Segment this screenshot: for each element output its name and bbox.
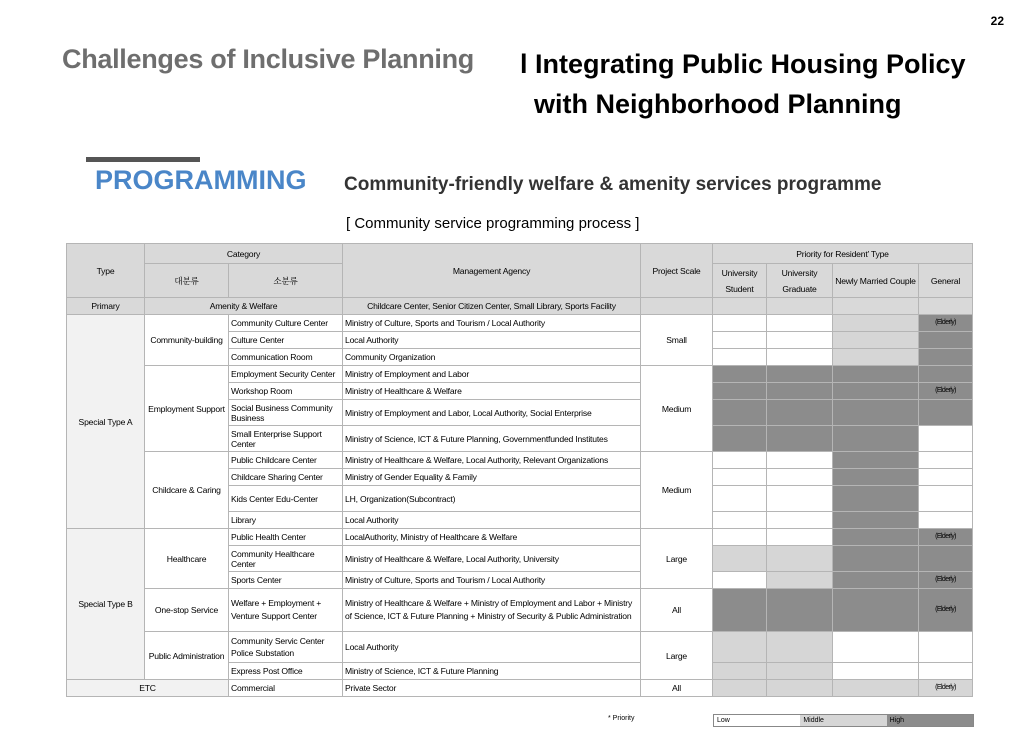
minor-cell: Library xyxy=(229,512,343,529)
legend-low: Low xyxy=(714,715,800,726)
header-univ-student: University Student xyxy=(713,264,767,298)
header-agency: Management Agency xyxy=(343,244,641,298)
table-row xyxy=(67,529,973,546)
agency-cell: Local Authority xyxy=(343,632,641,663)
header-newly-married: Newly Married Couple xyxy=(833,264,919,298)
priority-cell xyxy=(919,546,973,572)
page-number: 22 xyxy=(990,14,1004,28)
table-row xyxy=(67,366,973,383)
priority-cell xyxy=(833,452,919,469)
minor-cell: Commercial xyxy=(229,680,343,697)
priority-cell xyxy=(833,426,919,452)
priority-cell xyxy=(767,366,833,383)
header-priority: Priority for Resident’ Type xyxy=(713,244,973,264)
priority-cell xyxy=(919,452,973,469)
priority-cell xyxy=(713,572,767,589)
priority-cell: (Elderly) xyxy=(919,383,973,400)
priority-legend xyxy=(713,714,974,727)
priority-cell xyxy=(833,349,919,366)
group-employment: Employment Support xyxy=(145,366,229,452)
priority-cell: (Elderly) xyxy=(919,529,973,546)
priority-cell xyxy=(833,469,919,486)
priority-cell xyxy=(767,486,833,512)
scale-large: Large xyxy=(641,632,713,680)
priority-cell xyxy=(767,315,833,332)
priority-cell xyxy=(767,663,833,680)
priority-cell xyxy=(767,469,833,486)
priority-cell xyxy=(713,315,767,332)
minor-cell: Welfare + Employment + Venture Support Center xyxy=(229,589,343,632)
agency-cell: Ministry of Employment and Labor xyxy=(343,366,641,383)
primary-category: Amenity & Welfare xyxy=(145,298,343,315)
primary-agency: Childcare Center, Senior Citizen Center, Small Library, Sports Facility xyxy=(343,298,641,315)
priority-cell xyxy=(713,426,767,452)
priority-cell xyxy=(833,529,919,546)
priority-cell xyxy=(767,680,833,697)
table-row xyxy=(67,452,973,469)
priority-cell xyxy=(767,383,833,400)
priority-cell xyxy=(713,452,767,469)
minor-cell: Community Servic Center Police Substation xyxy=(229,632,343,663)
priority-cell xyxy=(713,366,767,383)
priority-cell xyxy=(713,469,767,486)
legend-note: * Priority xyxy=(608,715,635,722)
priority-cell xyxy=(767,349,833,366)
priority-cell xyxy=(919,349,973,366)
priority-cell xyxy=(767,632,833,663)
priority-cell xyxy=(833,400,919,426)
legend-high: High xyxy=(887,715,973,726)
priority-cell xyxy=(713,400,767,426)
agency-cell: Ministry of Science, ICT & Future Planning xyxy=(343,663,641,680)
minor-cell: Small Enterprise Support Center xyxy=(229,426,343,452)
priority-cell xyxy=(919,366,973,383)
agency-cell: Ministry of Science, ICT & Future Planning, Governmentfunded Institutes xyxy=(343,426,641,452)
primary-priority-cell xyxy=(767,298,833,315)
priority-cell xyxy=(767,529,833,546)
type-special-a: Special Type A xyxy=(67,315,145,529)
scale-large: Large xyxy=(641,529,713,589)
minor-cell: Public Childcare Center xyxy=(229,452,343,469)
agency-cell: Local Authority xyxy=(343,332,641,349)
header-general: General xyxy=(919,264,973,298)
priority-cell xyxy=(919,400,973,426)
priority-cell xyxy=(713,332,767,349)
priority-cell xyxy=(833,383,919,400)
priority-cell xyxy=(833,632,919,663)
minor-cell: Kids Center Edu-Center xyxy=(229,486,343,512)
group-one-stop: One-stop Service xyxy=(145,589,229,632)
priority-cell xyxy=(713,529,767,546)
header-univ-graduate: University Graduate xyxy=(767,264,833,298)
minor-cell: Workshop Room xyxy=(229,383,343,400)
priority-cell: (Elderly) xyxy=(919,680,973,697)
priority-cell xyxy=(767,546,833,572)
minor-cell: Social Business Community Business xyxy=(229,400,343,426)
priority-cell xyxy=(713,589,767,632)
section-subtitle: Community-friendly welfare & amenity services programme xyxy=(344,174,882,195)
priority-cell xyxy=(767,512,833,529)
minor-cell: Sports Center xyxy=(229,572,343,589)
priority-cell xyxy=(919,663,973,680)
table-body xyxy=(67,244,973,697)
table-row xyxy=(67,680,973,697)
priority-cell xyxy=(713,680,767,697)
priority-cell xyxy=(713,663,767,680)
agency-cell: Ministry of Healthcare & Welfare, Local Authority, University xyxy=(343,546,641,572)
group-etc: ETC xyxy=(67,680,229,697)
legend-middle: Middle xyxy=(800,715,886,726)
agency-cell: Ministry of Culture, Sports and Tourism / Local Authority xyxy=(343,572,641,589)
priority-cell xyxy=(833,589,919,632)
priority-cell xyxy=(919,469,973,486)
priority-cell xyxy=(833,512,919,529)
type-special-b: Special Type B xyxy=(67,529,145,680)
table-row xyxy=(67,589,973,632)
priority-cell xyxy=(919,332,973,349)
minor-cell: Community Healthcare Center xyxy=(229,546,343,572)
priority-cell xyxy=(713,546,767,572)
minor-cell: Employment Security Center xyxy=(229,366,343,383)
scale-medium: Medium xyxy=(641,366,713,452)
agency-cell: Private Sector xyxy=(343,680,641,697)
group-childcare: Childcare & Caring xyxy=(145,452,229,529)
primary-scale xyxy=(641,298,713,315)
priority-cell xyxy=(919,486,973,512)
primary-priority-cell xyxy=(713,298,767,315)
section-divider xyxy=(86,157,200,162)
priority-cell xyxy=(919,632,973,663)
priority-cell xyxy=(767,589,833,632)
minor-cell: Express Post Office xyxy=(229,663,343,680)
primary-priority-cell xyxy=(919,298,973,315)
scale-small: Small xyxy=(641,315,713,366)
header-major: 대분류 xyxy=(145,264,229,298)
group-community-building: Community-building xyxy=(145,315,229,366)
priority-cell xyxy=(833,332,919,349)
priority-cell xyxy=(833,315,919,332)
scale-all: All xyxy=(641,589,713,632)
agency-cell: Local Authority xyxy=(343,512,641,529)
priority-cell xyxy=(767,572,833,589)
page-title-left: Challenges of Inclusive Planning xyxy=(62,44,474,74)
agency-cell: LocalAuthority, Ministry of Healthcare & Welfare xyxy=(343,529,641,546)
priority-cell xyxy=(833,680,919,697)
header-type: Type xyxy=(67,244,145,298)
programming-table xyxy=(66,243,973,697)
priority-cell: (Elderly) xyxy=(919,572,973,589)
agency-cell: Ministry of Culture, Sports and Tourism / Local Authority xyxy=(343,315,641,332)
priority-cell: (Elderly) xyxy=(919,589,973,632)
minor-cell: Communication Room xyxy=(229,349,343,366)
agency-cell: Ministry of Healthcare & Welfare + Ministry of Employment and Labor + Ministry of Science, ICT & Future Planning + Ministry of Security & Public Administration xyxy=(343,589,641,632)
scale-all: All xyxy=(641,680,713,697)
priority-cell: (Elderly) xyxy=(919,315,973,332)
primary-type: Primary xyxy=(67,298,145,315)
priority-cell xyxy=(833,663,919,680)
priority-cell xyxy=(833,572,919,589)
group-healthcare: Healthcare xyxy=(145,529,229,589)
agency-cell: Ministry of Employment and Labor, Local Authority, Social Enterprise xyxy=(343,400,641,426)
priority-cell xyxy=(833,486,919,512)
header-minor: 소분류 xyxy=(229,264,343,298)
table-row xyxy=(67,632,973,663)
priority-cell xyxy=(919,512,973,529)
agency-cell: Community Organization xyxy=(343,349,641,366)
scale-medium: Medium xyxy=(641,452,713,529)
priority-cell xyxy=(767,332,833,349)
table-caption: [ Community service programming process ] xyxy=(346,215,640,232)
priority-cell xyxy=(767,400,833,426)
priority-cell xyxy=(713,486,767,512)
header-scale: Project Scale xyxy=(641,244,713,298)
priority-cell xyxy=(767,452,833,469)
priority-cell xyxy=(713,383,767,400)
agency-cell: Ministry of Healthcare & Welfare xyxy=(343,383,641,400)
page-title-right xyxy=(520,44,966,124)
minor-cell: Public Health Center xyxy=(229,529,343,546)
agency-cell: LH, Organization(Subcontract) xyxy=(343,486,641,512)
priority-cell xyxy=(713,512,767,529)
section-label: PROGRAMMING xyxy=(95,165,307,195)
header-category: Category xyxy=(145,244,343,264)
priority-cell xyxy=(833,546,919,572)
table-row xyxy=(67,315,973,332)
priority-cell xyxy=(713,349,767,366)
group-public-admin: Public Administration xyxy=(145,632,229,680)
primary-priority-cell xyxy=(833,298,919,315)
title-line-1: l Integrating Public Housing Policy xyxy=(520,49,966,79)
title-line-2: with Neighborhood Planning xyxy=(534,89,902,119)
minor-cell: Culture Center xyxy=(229,332,343,349)
priority-cell xyxy=(713,632,767,663)
agency-cell: Ministry of Healthcare & Welfare, Local Authority, Relevant Organizations xyxy=(343,452,641,469)
minor-cell: Community Culture Center xyxy=(229,315,343,332)
minor-cell: Childcare Sharing Center xyxy=(229,469,343,486)
agency-cell: Ministry of Gender Equality & Family xyxy=(343,469,641,486)
priority-cell xyxy=(833,366,919,383)
priority-cell xyxy=(767,426,833,452)
priority-cell xyxy=(919,426,973,452)
